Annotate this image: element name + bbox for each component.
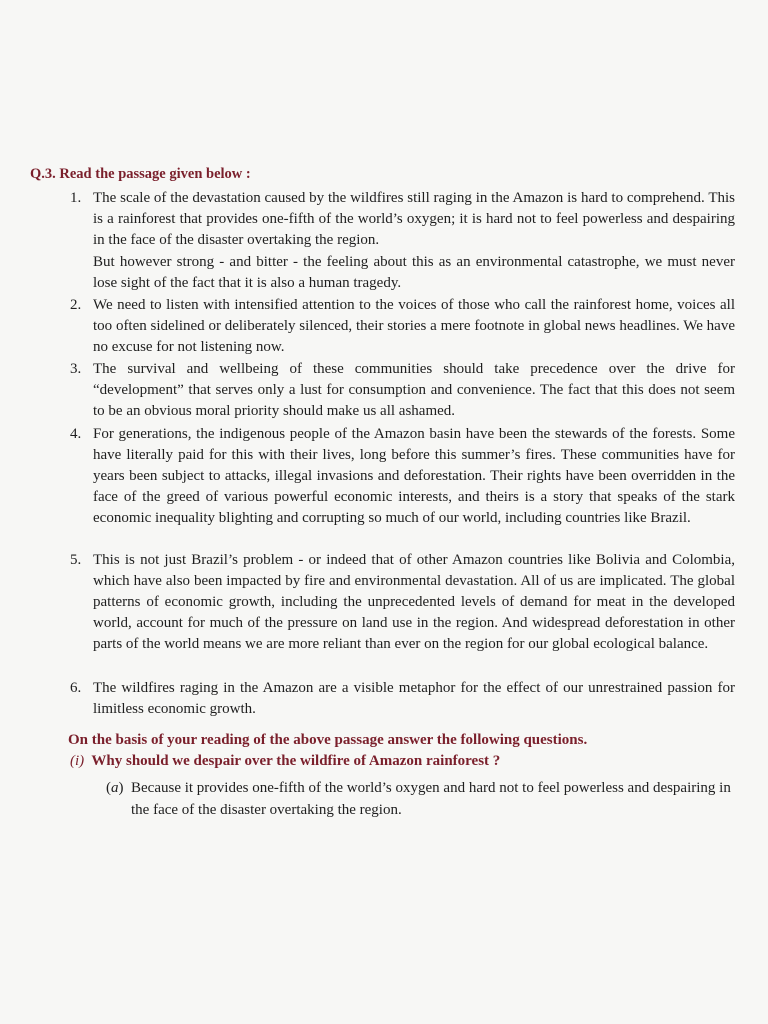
instruction-text: On the basis of your reading of the above passage answer the following questions. — [68, 732, 588, 748]
passage-item-5 — [70, 550, 735, 655]
question-number: (i) — [70, 753, 85, 769]
passage-item-3 — [70, 359, 735, 422]
passage-item-1-continuation: But however strong - and bitter - the feeling about this as an environmental catastrophe, we must never lose sight of the fact that it is also a human tragedy. — [93, 254, 735, 291]
item-text: The survival and wellbeing of these communities should take precedence over the drive for “development” that serves only a lust for consumption and convenience. The fact that this does not seem to be an obvious moral priority should make us all ashamed. — [93, 361, 735, 419]
item-number: 5. — [70, 552, 82, 568]
item-text: This is not just Brazil’s problem - or indeed that of other Amazon countries like Bolivia and Colombia, which have also been impacted by fire and environmental devastation. All of us are implicated. The global patterns of economic growth, including the unprecedented levels of demand for meat in the developed world, account for much of the pressure on land use in the region. And widespread deforestation in other parts of the world means we are more reliant than ever on the region for our global ecological balance. — [93, 552, 735, 652]
answer-text: Because it provides one-fifth of the world’s oxygen and hard not to feel powerless and despairing in the face of the disaster overtaking the region. — [131, 780, 731, 818]
passage-item-1 — [70, 188, 735, 251]
item-number: 2. — [70, 297, 82, 313]
answer-option-a — [106, 777, 740, 821]
item-number: 4. — [70, 426, 82, 442]
question-heading: Q.3. Read the passage given below : — [30, 166, 251, 182]
item-number: 6. — [70, 680, 82, 696]
passage-item-2 — [70, 295, 735, 358]
item-text: The scale of the devastation caused by the wildfires still raging in the Amazon is hard to comprehend. This is a rainforest that provides one-fifth of the world’s oxygen; it is hard not to feel powerless and despairing in the face of the disaster overtaking the region. — [93, 190, 735, 248]
passage-item-4 — [70, 424, 735, 529]
question-text: Why should we despair over the wildfire of Amazon rainforest ? — [91, 753, 501, 769]
item-text: We need to listen with intensified attention to the voices of those who call the rainforest home, voices all too often sidelined or deliberately silenced, their stories a mere footnote in global news headlines. We have no excuse for not listening now. — [93, 297, 735, 355]
passage-item-6 — [70, 678, 735, 720]
item-text: The wildfires raging in the Amazon are a visible metaphor for the effect of our unrestrained passion for limitless economic growth. — [93, 680, 735, 717]
item-number: 3. — [70, 361, 82, 377]
answer-label: (a) — [106, 780, 124, 796]
question-line — [70, 753, 500, 770]
item-text: For generations, the indigenous people of the Amazon basin have been the stewards of the forests. Some have literally paid for this with their lives, long before this summer’s fires. These communities have for years been subject to attacks, illegal invasions and deforestation. Their rights have been overridden in the face of the greed of various powerful economic interests, and theirs is a story that speaks of the stark economic inequality blighting and corrupting so much of our world, including countries like Brazil. — [93, 426, 735, 526]
item-number: 1. — [70, 190, 82, 206]
